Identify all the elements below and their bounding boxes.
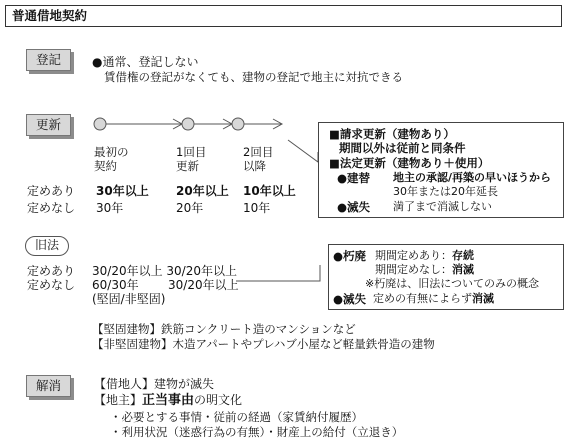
decay-line2 [375,263,474,277]
rebuild-label: ●建替 [337,171,371,185]
decay-note: ※朽廃は、旧法についてのみの概念 [365,277,539,290]
renewal-value: 20年 [176,201,204,215]
renewal-value: 20年以上 [176,184,229,198]
registration-bullet: ●通常、登記しない [92,55,199,69]
stage-1-line2: 更新 [176,159,199,173]
statutory-renewal-title: ■法定更新（建物あり＋使用） [329,156,490,170]
old-loss-prefix: 定めの有無によらず [373,292,472,305]
stage-0-line2: 契約 [94,159,117,173]
request-renewal-title: ■請求更新（建物あり） [329,127,455,141]
stage-2-line1: 2回目 [243,145,274,159]
renewal-value: 10年以上 [243,184,296,198]
decay-line2-prefix: 期間定めなし： [375,263,452,276]
section-cancellation-button: 解消 [26,375,71,397]
section-renewal-button: 更新 [26,114,71,136]
building-note-nonsturdy: 【非堅固建物】木造アパートやプレハブ小屋など軽量鉄骨造の建物 [92,337,435,351]
rebuild-text-2: 30年または20年延長 [393,185,498,198]
decay-label: ●朽廃 [333,249,367,263]
section-registration-button: 登記 [26,49,71,71]
stage-2-line2: 以降 [243,159,266,173]
timeline-node [232,118,244,130]
landlord-bold: 正当事由 [142,393,195,408]
landlord-suffix: の明文化 [194,393,243,407]
rebuild-text: 地主の承認/再築の早いほうから [393,171,552,184]
old-loss-value: 消滅 [472,292,494,305]
sturdy-note: (堅固/非堅固) [92,292,166,306]
cancellation-item: ・必要とする事情・従前の経過（家賃納付履歴） [110,410,363,424]
timeline-node [182,118,194,130]
stage-0-line1: 最初の [94,145,129,159]
decay-line1-prefix: 期間定めあり： [375,249,452,262]
landlord-prefix: 【地主】 [94,393,143,407]
decay-line1-value: 存続 [452,249,474,262]
registration-detail: 賃借権の登記がなくても、建物の登記で地主に対抗できる [104,70,403,84]
renewal-row-label: 定めあり [27,184,76,198]
loss-label: ●滅失 [337,200,371,214]
old-loss-text [373,292,494,306]
old-law-row-label: 定めあり [27,264,76,278]
old-loss-label: ●滅失 [333,292,367,306]
old-law-value: 30/20年以上 30/20年以上 [92,264,237,278]
renewal-value: 10年 [243,201,271,215]
timeline-node [94,118,106,130]
old-law-value: 60/30年 [92,278,139,292]
decay-line2-value: 消滅 [452,263,474,276]
landlord-line [94,393,242,408]
old-law-badge: 旧法 [25,236,69,256]
cancellation-item: ・利用状況（迷惑行為の有無）・財産上の給付（立退き） [110,425,404,439]
renewal-callout [318,122,564,218]
loss-text: 満了まで消滅しない [393,200,492,213]
request-renewal-note: 期間以外は従前と同条件 [339,141,466,155]
stage-1-line1: 1回目 [176,145,207,159]
old-law-row-label: 定めなし [27,278,76,292]
renewal-row-label: 定めなし [27,201,76,215]
decay-line1 [375,249,474,263]
lessee-line: 【借地人】建物が滅失 [94,377,215,391]
page-title: 普通借地契約 [5,5,562,27]
building-note-sturdy: 【堅固建物】鉄筋コンクリート造のマンションなど [92,322,356,336]
renewal-value: 30年以上 [96,184,149,198]
renewal-value: 30年 [96,201,124,215]
old-law-callout [328,244,564,310]
old-law-value-2: 30/20年以上 [168,278,239,292]
